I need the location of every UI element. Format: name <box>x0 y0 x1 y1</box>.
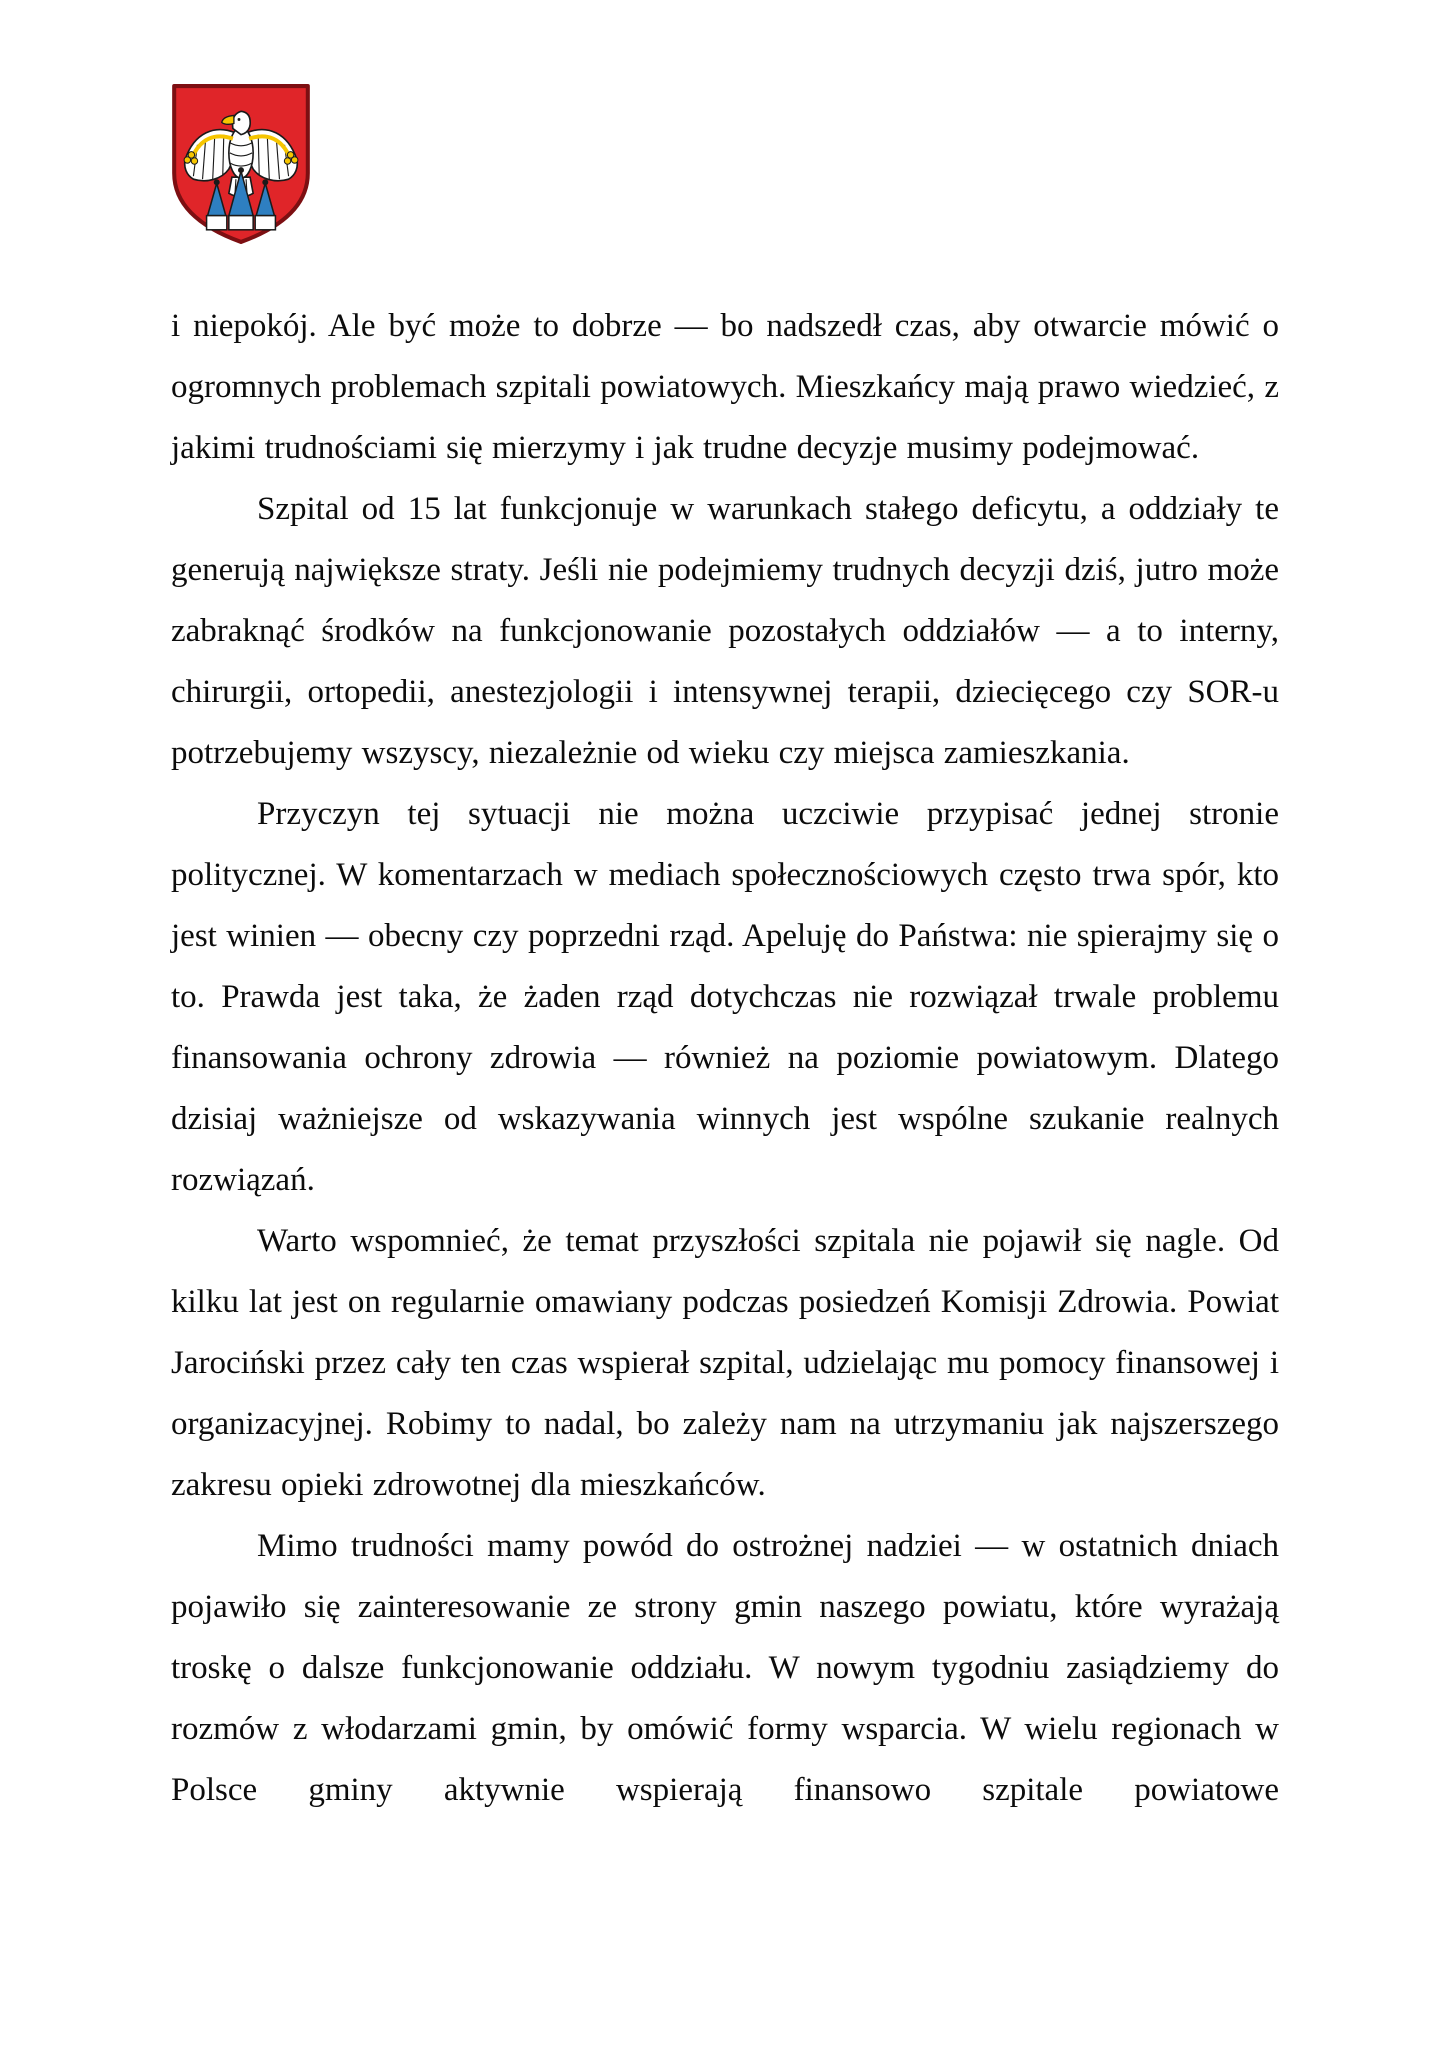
coat-of-arms-graphic <box>170 82 312 246</box>
paragraph-1: i niepokój. Ale być może to dobrze — bo nadszedł czas, aby otwarcie mówić o ogromnych problemach szpitali powiatowych. Mieszkańcy mają prawo wiedzieć, z jakimi trudnościami się mierzymy i jak trudne decyzje musimy podejmować. <box>171 308 1279 466</box>
paragraph-2: Szpital od 15 lat funkcjonuje w warunkach stałego deficytu, a oddziały te generują największe straty. Jeśli nie podejmiemy trudnych decyzji dziś, jutro może zabraknąć środków na funkcjonowanie pozostałych oddziałów — a to interny, chirurgii, ortopedii, anestezjologii i intensywnej terapii, dziecięcego czy SOR-u potrzebujemy wszyscy, niezależnie od wieku czy miejsca zamieszkania. <box>171 491 1279 771</box>
document-body <box>171 296 1279 1821</box>
paragraph-4: Warto wspomnieć, że temat przyszłości szpitala nie pojawił się nagle. Od kilku lat jest on regularnie omawiany podczas posiedzeń Komisji Zdrowia. Powiat Jarociński przez cały ten czas wspierał szpital, udzielając mu pomocy finansowej i organizacyjnej. Robimy to nadal, bo zależy nam na utrzymaniu jak najszerszego zakresu opieki zdrowotnej dla mieszkańców. <box>171 1223 1279 1503</box>
coat-of-arms <box>170 82 312 246</box>
paragraph-5: Mimo trudności mamy powód do ostrożnej nadziei — w ostatnich dniach pojawiło się zainteresowanie ze strony gmin naszego powiatu, które wyrażają troskę o dalsze funkcjonowanie oddziału. W nowym tygodniu zasiądziemy do rozmów z włodarzami gmin, by omówić formy wsparcia. W wielu regionach w Polsce gminy aktywnie wspierają finansowo szpitale powiatowe <box>171 1528 1279 1808</box>
paragraph-3: Przyczyn tej sytuacji nie można uczciwie przypisać jednej stronie politycznej. W komentarzach w mediach społecznościowych często trwa spór, kto jest winien — obecny czy poprzedni rząd. Apeluję do Państwa: nie spierajmy się o to. Prawda jest taka, że żaden rząd dotychczas nie rozwiązał trwale problemu finansowania ochrony zdrowia — również na poziomie powiatowym. Dlatego dzisiaj ważniejsze od wskazywania winnych jest wspólne szukanie realnych rozwiązań. <box>171 796 1279 1198</box>
